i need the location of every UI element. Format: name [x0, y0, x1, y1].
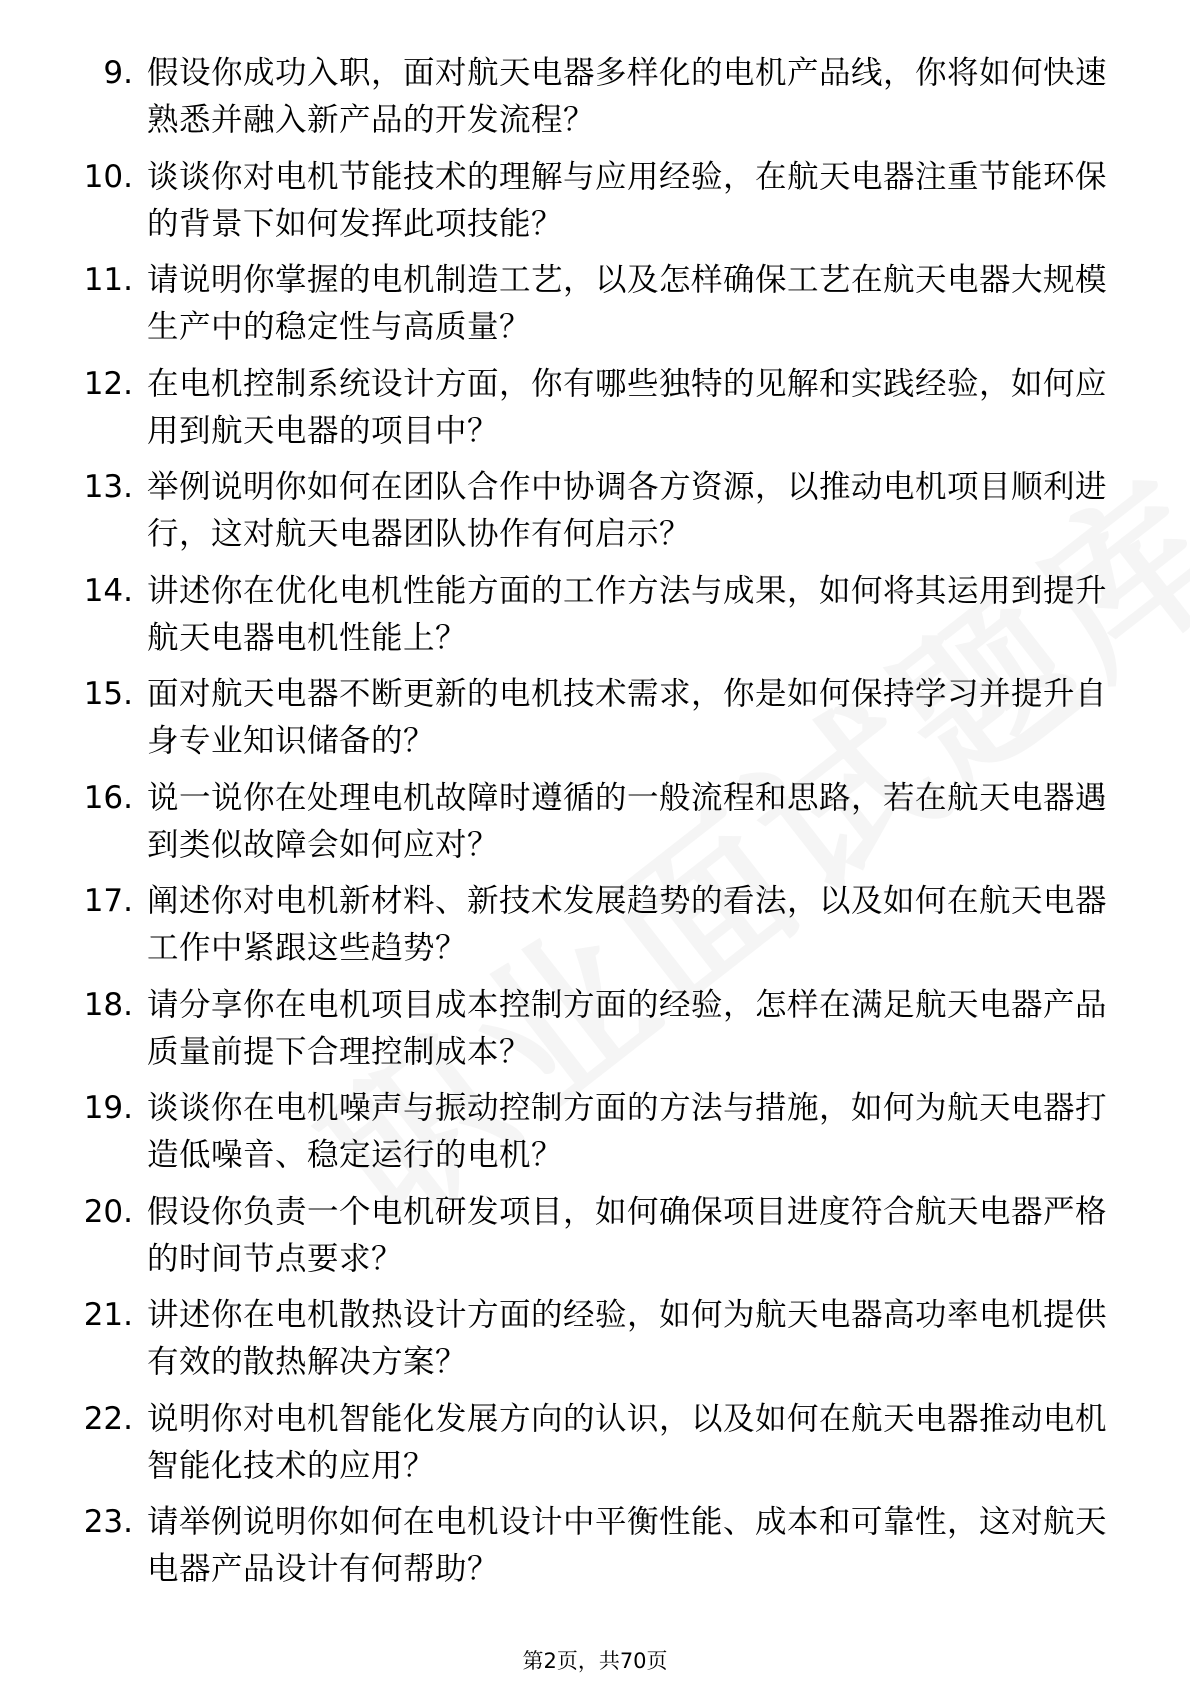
- question-text: 请举例说明你如何在电机设计中平衡性能、成本和可靠性，这对航天电器产品设计有何帮助？: [147, 1504, 1108, 1587]
- question-text: 假设你成功入职，面对航天电器多样化的电机产品线，你将如何快速熟悉并融入新产品的开发流程？: [147, 55, 1108, 138]
- question-text: 请分享你在电机项目成本控制方面的经验，怎样在满足航天电器产品质量前提下合理控制成本？: [147, 986, 1108, 1070]
- question-number: 20.: [83, 1193, 133, 1230]
- question-text: 举例说明你如何在团队合作中协调各方资源，以推动电机项目顺利进行，这对航天电器团队协作有何启示？: [147, 469, 1108, 552]
- question-number: 19.: [83, 1090, 133, 1126]
- page-footer: 第2页，共70页: [522, 1649, 668, 1673]
- question-text: 阐述你对电机新材料、新技术发展趋势的看法，以及如何在航天电器工作中紧跟这些趋势？: [147, 883, 1108, 966]
- question-text: 说一说你在处理电机故障时遵循的一般流程和思路，若在航天电器遇到类似故障会如何应对？: [147, 779, 1108, 863]
- question-item-21: [0, 1292, 1190, 1396]
- question-number: 11.: [83, 262, 133, 298]
- question-text: 请说明你掌握的电机制造工艺，以及怎样确保工艺在航天电器大规模生产中的稳定性与高质量？: [147, 262, 1108, 345]
- question-item-17: [0, 878, 1190, 982]
- question-number: 12.: [83, 365, 133, 402]
- question-item-22: [0, 1396, 1190, 1500]
- question-item-20: [0, 1189, 1190, 1293]
- question-text: 说明你对电机智能化发展方向的认识，以及如何在航天电器推动电机智能化技术的应用？: [147, 1400, 1108, 1484]
- question-item-14: [0, 568, 1190, 672]
- question-text: 假设你负责一个电机研发项目，如何确保项目进度符合航天电器严格的时间节点要求？: [147, 1193, 1108, 1277]
- question-number: 14.: [83, 572, 133, 609]
- question-text: 面对航天电器不断更新的电机技术需求，你是如何保持学习并提升自身专业知识储备的？: [147, 676, 1108, 759]
- question-number: 22.: [83, 1400, 133, 1437]
- question-number: 21.: [83, 1297, 133, 1333]
- question-text: 谈谈你对电机节能技术的理解与应用经验，在航天电器注重节能环保的背景下如何发挥此项技能？: [147, 158, 1108, 242]
- question-number: 10.: [83, 158, 133, 195]
- question-item-10: [0, 154, 1190, 258]
- question-number: 23.: [83, 1504, 133, 1540]
- question-text: 谈谈你在电机噪声与振动控制方面的方法与措施，如何为航天电器打造低噪音、稳定运行的电机？: [147, 1090, 1108, 1173]
- question-number: 17.: [83, 883, 133, 919]
- question-item-9: [0, 50, 1190, 154]
- question-number: 13.: [83, 469, 133, 505]
- question-list: [0, 50, 1190, 1603]
- question-item-16: [0, 775, 1190, 879]
- question-item-12: [0, 361, 1190, 465]
- question-text: 在电机控制系统设计方面，你有哪些独特的见解和实践经验，如何应用到航天电器的项目中？: [147, 365, 1108, 449]
- question-item-11: [0, 257, 1190, 361]
- question-number: 16.: [83, 779, 133, 816]
- question-number: 9.: [103, 55, 133, 91]
- question-number: 18.: [83, 986, 133, 1023]
- question-item-13: [0, 464, 1190, 568]
- question-item-23: [0, 1499, 1190, 1603]
- question-item-19: [0, 1085, 1190, 1189]
- question-item-15: [0, 671, 1190, 775]
- question-number: 15.: [83, 676, 133, 712]
- question-text: 讲述你在优化电机性能方面的工作方法与成果，如何将其运用到提升航天电器电机性能上？: [147, 572, 1108, 656]
- question-text: 讲述你在电机散热设计方面的经验，如何为航天电器高功率电机提供有效的散热解决方案？: [147, 1297, 1108, 1380]
- question-item-18: [0, 982, 1190, 1086]
